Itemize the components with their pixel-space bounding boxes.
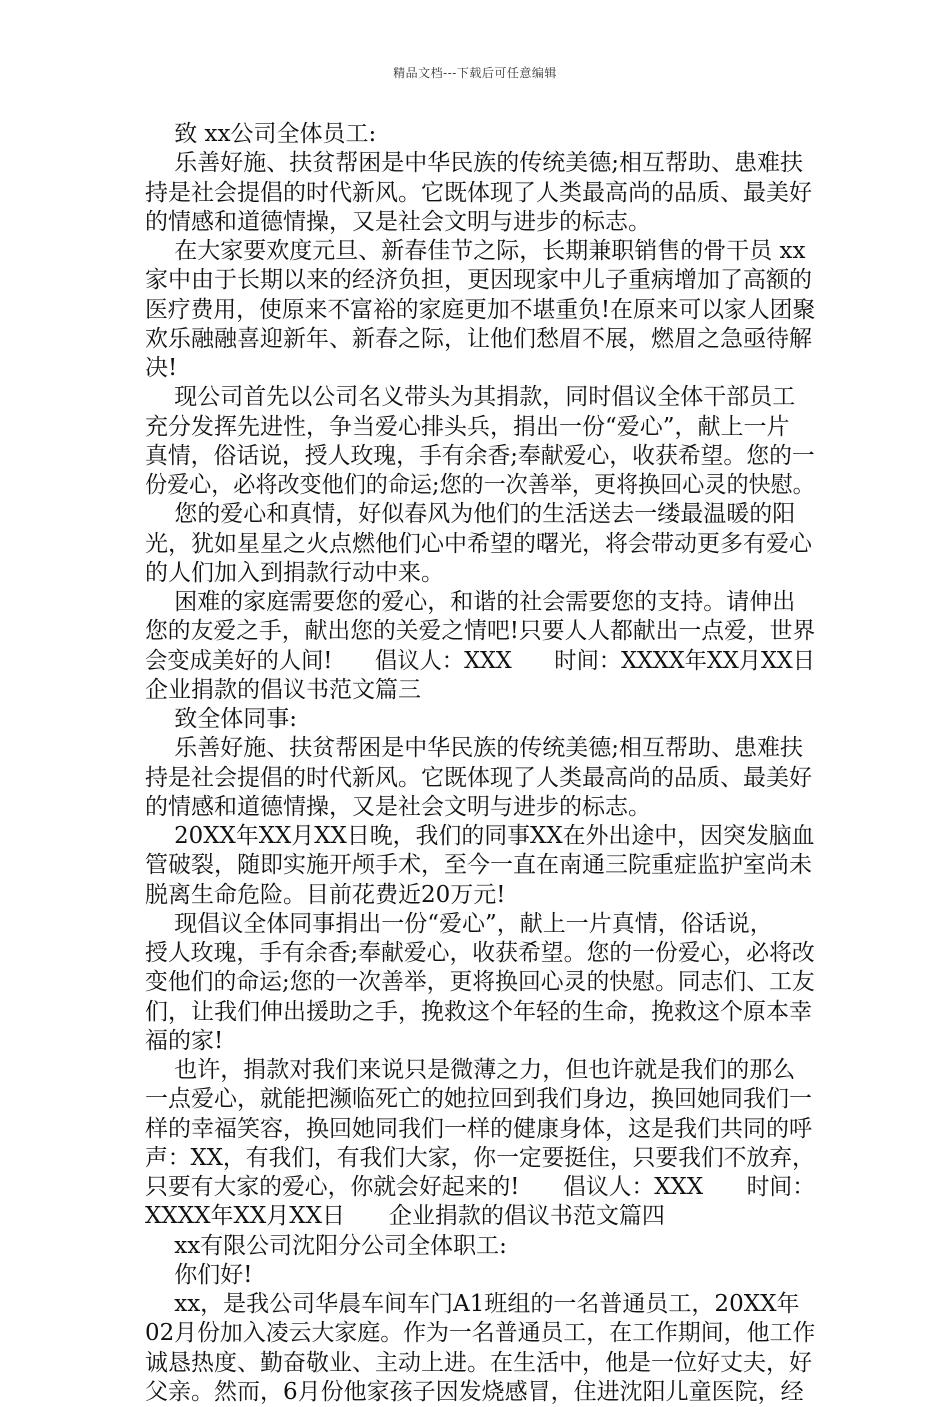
text-line: 致全体同事: <box>145 706 297 732</box>
text-line: 脱离生命危险。目前花费近20万元! <box>145 881 506 908</box>
text-line: 管破裂，随即实施开颅手术，至今一直在南通三院重症监护室尚未 <box>145 852 812 879</box>
text-line: 家中由于长期以来的经济负担，更因现家中儿子重病增加了高额的 <box>145 267 812 294</box>
text-line: 困难的家庭需要您的爱心，和谐的社会需要您的支持。请伸出 <box>145 589 796 615</box>
text-line: 的情感和道德情操，又是社会文明与进步的标志。 <box>145 208 651 235</box>
page-header: 精品文档---下载后可任意编辑 <box>393 66 557 80</box>
text-line: 的情感和道德情操，又是社会文明与进步的标志。 <box>145 793 651 820</box>
text-line: XXXX年XX月XX日 企业捐款的倡议书范文篇四 <box>145 1203 665 1230</box>
text-line: 也许，捐款对我们来说只是微薄之力，但也许就是我们的那么 <box>145 1057 796 1083</box>
text-line: 的人们加入到捐款行动中来。 <box>145 559 444 586</box>
text-line: 光，犹如星星之火点燃他们心中希望的曙光，将会带动更多有爱心 <box>145 530 812 557</box>
text-line: 授人玫瑰，手有余香;奉献爱心，收获希望。您的一份爱心，必将改 <box>145 940 815 966</box>
text-line: 决! <box>145 355 178 381</box>
text-line: 持是社会提倡的时代新风。它既体现了人类最高尚的品质、最美好 <box>145 179 812 206</box>
text-line: 份爱心，必将改变他们的命运;您的一次善举，更将换回心灵的快慰。 <box>145 472 815 498</box>
text-line: 真情，俗话说，授人玫瑰，手有余香;奉献爱心，收获希望。您的一 <box>145 442 815 469</box>
text-line: 福的家! <box>145 1027 224 1054</box>
section-heading: 企业捐款的倡议书范文篇三 <box>145 676 421 703</box>
text-line: 诚恳热度、勤奋敬业、主动上进。在生活中，他是一位好丈夫，好 <box>145 1349 812 1376</box>
text-line: 现公司首先以公司名义带头为其捐款，同时倡议全体干部员工 <box>145 384 796 411</box>
text-line: 乐善好施、扶贫帮困是中华民族的传统美德;相互帮助、患难扶 <box>145 735 803 762</box>
text-line: 充分发挥先进性，争当爱心排头兵，捐出一份“爱心”，献上一片 <box>145 413 790 440</box>
text-line: 只要有大家的爱心，你就会好起来的! 倡议人：XXX 时间： <box>145 1174 816 1200</box>
text-line: 乐善好施、扶贫帮困是中华民族的传统美德;相互帮助、患难扶 <box>145 150 803 177</box>
text-line: 致 xx公司全体员工: <box>145 121 377 147</box>
text-line: 在大家要欢度元旦、新春佳节之际，长期兼职销售的骨干员 xx <box>145 238 806 264</box>
text-line: 欢乐融融喜迎新年、新春之际，让他们愁眉不展，燃眉之急亟待解 <box>145 325 812 352</box>
text-line: 您的爱心和真情，好似春风为他们的生活送去一缕最温暖的阳 <box>145 501 796 528</box>
text-line: 持是社会提倡的时代新风。它既体现了人类最高尚的品质、最美好 <box>145 764 812 791</box>
text-line: 02月份加入凌云大家庭。作为一名普通员工，在工作期间，他工作 <box>145 1320 816 1347</box>
text-line: xx有限公司沈阳分公司全体职工: <box>145 1232 507 1259</box>
text-line: 会变成美好的人间! 倡议人：XXX 时间：XXXX年XX月XX日 <box>145 647 816 674</box>
text-line: 您的友爱之手，献出您的关爱之情吧!只要人人都献出一点爱，世界 <box>145 618 816 645</box>
text-line: xx，是我公司华晨车间车门A1班组的一名普通员工，20XX年 <box>145 1291 800 1317</box>
text-line: 你们好! <box>145 1261 253 1288</box>
text-line: 样的幸福笑容，换回她同我们一样的健康身体，这是我们共同的呼 <box>145 1115 812 1142</box>
text-line: 变他们的命运;您的一次善举，更将换回心灵的快慰。同志们、工友 <box>145 969 815 996</box>
text-line: 20XX年XX月XX日晚，我们的同事XX在外出途中，因突发脑血 <box>145 823 815 849</box>
text-line: 声：XX，有我们，有我们大家，你一定要挺住，只要我们不放弃， <box>145 1144 815 1171</box>
text-line: 医疗费用，使原来不富裕的家庭更加不堪重负!在原来可以家人团聚 <box>145 296 816 323</box>
document-body <box>145 120 815 1407</box>
text-line: 现倡议全体同事捐出一份“爱心”，献上一片真情，俗话说， <box>145 910 773 937</box>
text-line: 们，让我们伸出援助之手，挽救这个年轻的生命，挽救这个原本幸 <box>145 998 812 1025</box>
text-line: 父亲。然而，6月份他家孩子因发烧感冒，住进沈阳儿童医院，经 <box>145 1378 804 1405</box>
text-line: 一点爱心，就能把濒临死亡的她拉回到我们身边，换回她同我们一 <box>145 1086 812 1113</box>
